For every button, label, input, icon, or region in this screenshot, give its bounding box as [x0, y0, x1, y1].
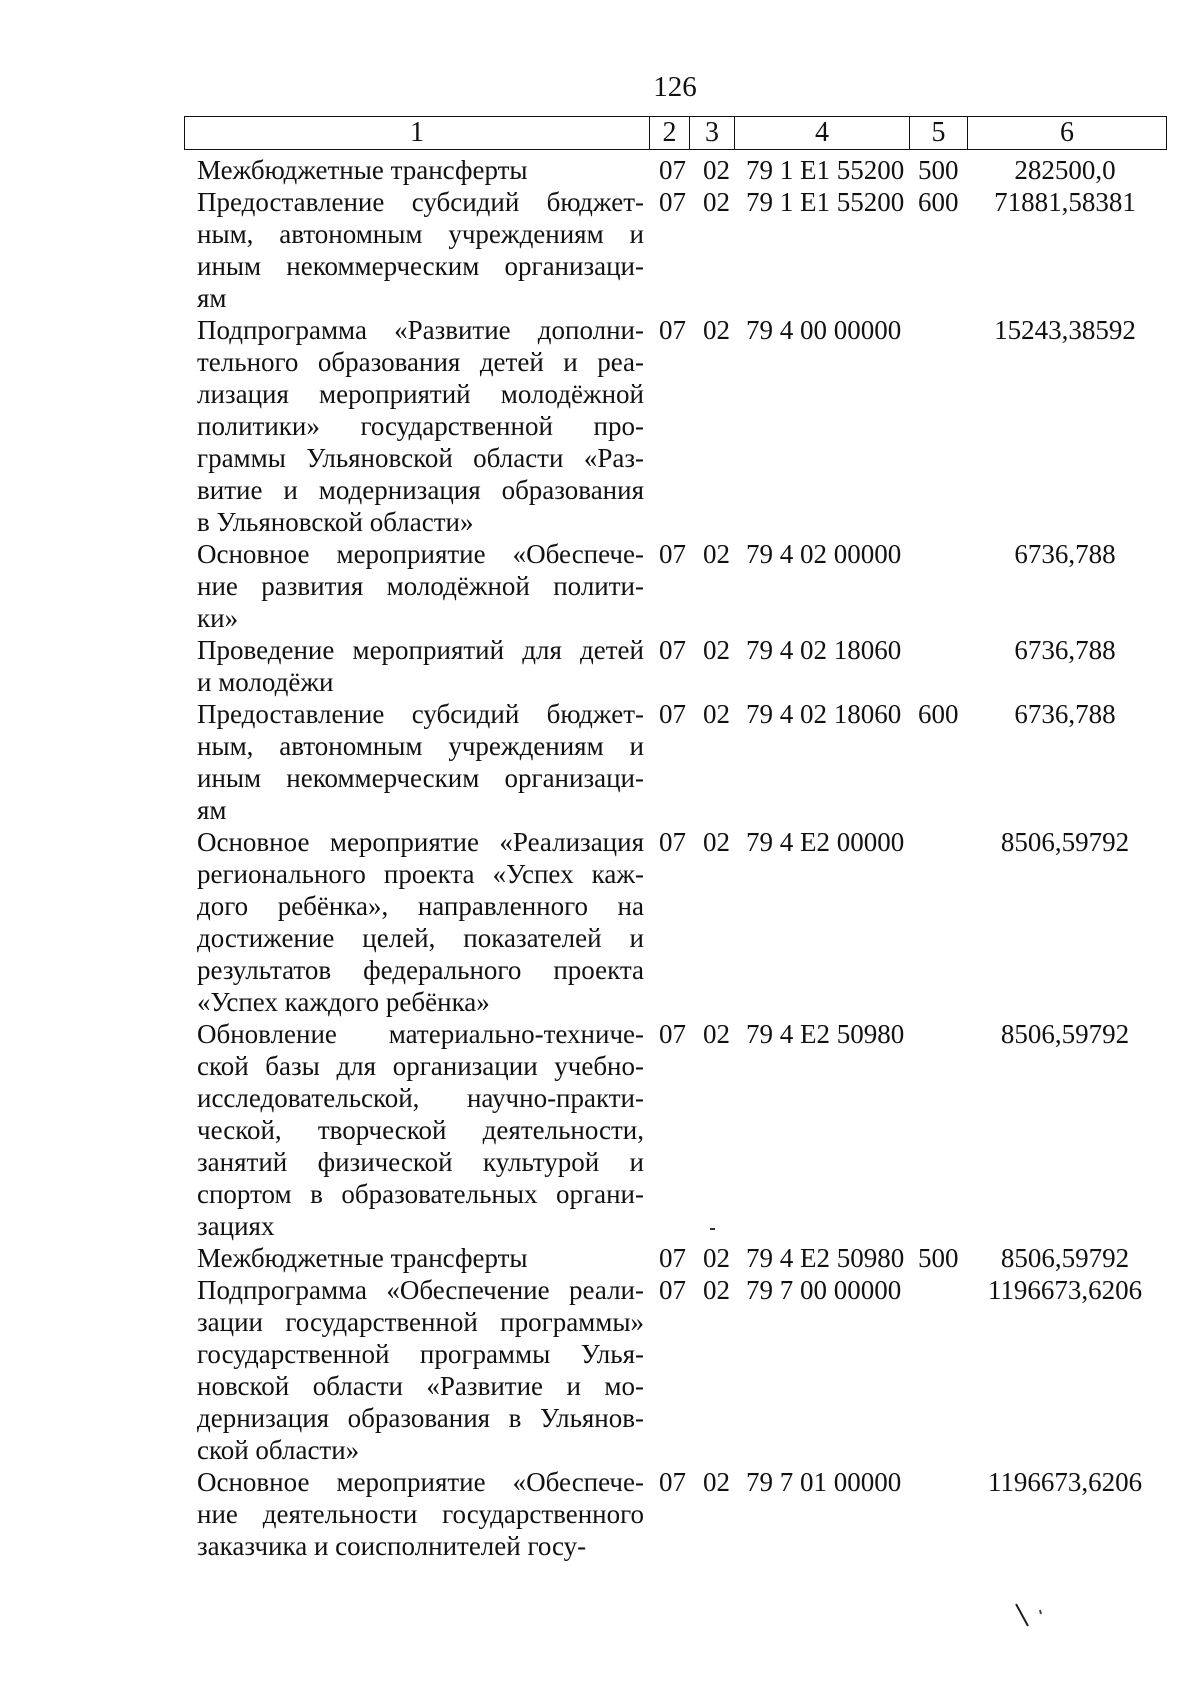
row-name: [197, 698, 644, 826]
row-col-2: 07: [659, 1243, 686, 1273]
row-col-3: 02: [703, 699, 730, 729]
row-col-2: 07: [659, 155, 686, 185]
row-col-6: 8506,59792: [1000, 1019, 1130, 1049]
row-name-line: Предоставление субсидий бюджет-: [197, 187, 644, 217]
row-col-3: 02: [703, 155, 730, 185]
row-name-line: иным некоммерческим организаци-: [197, 251, 644, 281]
row-col-6: 6736,788: [1014, 539, 1116, 569]
table-row: [0, 826, 1200, 1018]
row-name-line: зации государственной программы»: [197, 1307, 644, 1337]
row-col-3: 02: [703, 1275, 730, 1305]
row-name-line: в Ульяновской области»: [197, 507, 474, 537]
row-name-line: Предоставление субсидий бюджет-: [197, 699, 644, 729]
table-row: [0, 1018, 1200, 1242]
row-name-line: результатов федерального проекта: [197, 955, 644, 985]
row-name-line: политики» государственной про-: [197, 411, 644, 441]
row-name-line: граммы Ульяновской области «Раз-: [197, 443, 644, 473]
header-col-3: 3: [690, 117, 735, 149]
row-name-line: ческой, творческой деятельности,: [197, 1115, 644, 1145]
table-row: [0, 1274, 1200, 1466]
row-col-5: 500: [918, 1243, 959, 1273]
row-name-line: ской базы для организации учебно-: [197, 1051, 644, 1081]
row-name-line: тельного образования детей и реа-: [197, 347, 644, 377]
row-col-2: 07: [659, 315, 686, 345]
row-name-line: спортом в образовательных органи-: [197, 1179, 644, 1209]
row-col-2: 07: [659, 539, 686, 569]
row-col-2: 07: [659, 1467, 686, 1497]
row-name-line: ным, автономным учреждениям и: [197, 731, 644, 761]
row-name: [197, 314, 644, 538]
table-row: [0, 538, 1200, 634]
row-col-2: 07: [659, 1019, 686, 1049]
row-col-6: 6736,788: [1014, 635, 1116, 665]
row-name-line: зациях: [197, 1211, 275, 1241]
row-col-2: 07: [659, 187, 686, 217]
row-name-line: ской области»: [197, 1435, 360, 1465]
row-name-line: государственной программы Улья-: [197, 1339, 644, 1369]
row-col-4: 79 4 02 18060: [746, 699, 902, 729]
table-body: [0, 154, 1200, 1562]
header-col-5: 5: [910, 117, 968, 149]
row-name-line: ным, автономным учреждениям и: [197, 219, 644, 249]
table-header: [184, 116, 1167, 150]
table-row: [0, 154, 1200, 186]
row-name-line: ние развития молодёжной полити-: [197, 571, 644, 601]
row-name-line: исследовательской, научно-практи-: [197, 1083, 644, 1113]
row-name: [197, 538, 644, 634]
header-col-2: 2: [650, 117, 690, 149]
row-col-2: 07: [659, 827, 686, 857]
table-row: [0, 186, 1200, 314]
row-name: [197, 186, 644, 314]
row-col-3: 02: [703, 827, 730, 857]
row-name-line: новской области «Развитие и мо-: [197, 1371, 644, 1401]
row-name-line: ки»: [197, 603, 239, 633]
row-col-3: 02: [703, 1243, 730, 1273]
row-name-line: Основное мероприятие «Обеспече-: [197, 539, 644, 569]
row-col-2: 07: [659, 699, 686, 729]
row-col-3: 02: [703, 187, 730, 217]
row-name-line: заказчика и соисполнителей госу-: [197, 1531, 587, 1561]
row-name: [197, 1466, 644, 1562]
row-name-line: Подпрограмма «Обеспечение реали-: [197, 1275, 644, 1305]
page-number: 126: [653, 71, 697, 103]
row-col-4: 79 4 E2 00000: [746, 827, 905, 857]
row-name-line: Основное мероприятие «Реализация: [197, 827, 644, 857]
row-col-4: 79 7 00 00000: [746, 1275, 902, 1305]
row-col-3: 02: [703, 1019, 730, 1049]
row-name-line: занятий физической культурой и: [197, 1147, 644, 1177]
row-name: [197, 1018, 644, 1242]
row-col-2: 07: [659, 1275, 686, 1305]
row-col-4: 79 4 02 18060: [746, 635, 902, 665]
row-name-line: Подпрограмма «Развитие дополни-: [197, 315, 644, 345]
stray-pen-mark: [1010, 1600, 1050, 1640]
scan-speck: [710, 1228, 715, 1230]
row-name: [197, 1274, 644, 1466]
row-col-6: 15243,38592: [994, 315, 1136, 345]
row-col-3: 02: [703, 539, 730, 569]
row-name-line: ям: [197, 795, 227, 825]
row-name-line: Основное мероприятие «Обеспече-: [197, 1467, 644, 1497]
row-col-4: 79 4 E2 50980: [746, 1243, 905, 1273]
row-name-line: Проведение мероприятий для детей: [197, 635, 644, 665]
table-row: [0, 314, 1200, 538]
row-name-line: витие и модернизация образования: [197, 475, 644, 505]
row-col-3: 02: [703, 635, 730, 665]
row-name-line: «Успех каждого ребёнка»: [197, 987, 490, 1017]
table-row: [0, 1466, 1200, 1562]
row-name-line: Межбюджетные трансферты: [197, 1243, 528, 1273]
row-name-line: дого ребёнка», направленного на: [197, 891, 644, 921]
row-name-line: Обновление материально-техниче-: [197, 1019, 644, 1049]
row-name-line: Межбюджетные трансферты: [197, 155, 528, 185]
row-col-6: 282500,0: [1014, 155, 1116, 185]
row-name: [197, 634, 644, 698]
row-col-2: 07: [659, 635, 686, 665]
row-col-6: 6736,788: [1014, 699, 1116, 729]
row-col-4: 79 1 E1 55200: [746, 155, 905, 185]
row-col-6: 8506,59792: [1000, 1243, 1130, 1273]
header-col-1: 1: [185, 117, 650, 149]
row-col-5: 600: [918, 187, 959, 217]
row-col-4: 79 1 E1 55200: [746, 187, 905, 217]
table-row: [0, 1242, 1200, 1274]
row-col-6: 8506,59792: [1000, 827, 1130, 857]
row-col-3: 02: [703, 315, 730, 345]
row-col-3: 02: [703, 1467, 730, 1497]
row-name-line: ям: [197, 283, 227, 313]
row-col-5: 500: [918, 155, 959, 185]
row-name-line: лизация мероприятий молодёжной: [197, 379, 644, 409]
row-col-4: 79 4 02 00000: [746, 539, 902, 569]
row-name-line: и молодёжи: [197, 667, 334, 697]
row-name-line: ние деятельности государственного: [197, 1499, 644, 1529]
row-col-4: 79 7 01 00000: [746, 1467, 902, 1497]
row-col-6: 1196673,6206: [987, 1275, 1143, 1305]
row-col-6: 1196673,6206: [987, 1467, 1143, 1497]
table-row: [0, 698, 1200, 826]
table-row: [0, 634, 1200, 698]
header-col-4: 4: [735, 117, 910, 149]
header-col-6: 6: [1060, 117, 1074, 148]
row-col-4: 79 4 00 00000: [746, 315, 902, 345]
row-name-line: регионального проекта «Успех каж-: [197, 859, 644, 889]
row-name-line: иным некоммерческим организаци-: [197, 763, 644, 793]
row-name: [197, 1242, 644, 1274]
row-col-6: 71881,58381: [994, 187, 1136, 217]
row-name: [197, 154, 644, 186]
row-name: [197, 826, 644, 1018]
row-col-4: 79 4 E2 50980: [746, 1019, 905, 1049]
row-col-5: 600: [918, 699, 959, 729]
row-name-line: достижение целей, показателей и: [197, 923, 644, 953]
row-name-line: дернизация образования в Ульянов-: [197, 1403, 644, 1433]
